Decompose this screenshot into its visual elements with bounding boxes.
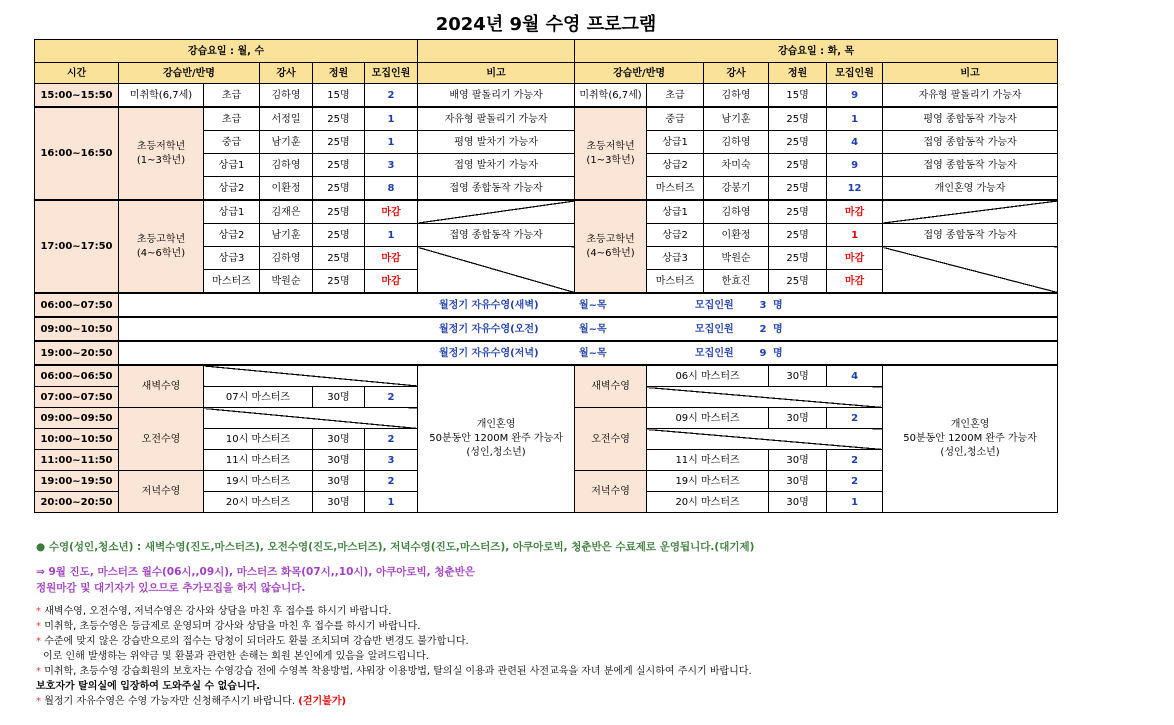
capacity: 30명	[313, 387, 365, 408]
time-cell: 20:00~20:50	[35, 492, 119, 513]
time-cell: 09:00~10:50	[35, 317, 119, 341]
col-header-class-r: 강습반/반명	[575, 63, 704, 84]
note-green: ● 수영(성인,청소년) : 새벽수영(진도,마스터즈), 오전수영(진도,마스터즈), 저녁수영(진도,마스터즈), 아쿠아로빅, 청춘반은 수료제로 운영됩니다.(대기제)	[36, 541, 755, 553]
recruit-count: 마감	[827, 247, 883, 270]
teacher: 이환정	[260, 177, 313, 201]
class-level: 상급2	[204, 224, 260, 247]
capacity: 25명	[769, 107, 827, 131]
adult-group: 저녁수영	[119, 471, 204, 513]
col-header-class: 강습반/반명	[119, 63, 260, 84]
class-group-grade: (4~6학년)	[136, 247, 186, 259]
col-header-teacher: 강사	[260, 63, 313, 84]
class-level: 상급3	[647, 247, 704, 270]
free-swim-days: 월~목	[579, 299, 607, 311]
capacity: 30명	[769, 408, 827, 429]
note: 개인혼영 가능자	[883, 177, 1058, 201]
note-text: 월정기 자유수영은 수영 가능자만 신청해주시기 바랍니다.	[44, 696, 296, 707]
empty-slot	[647, 429, 883, 450]
note-bold: 보호자가 탈의실에 입장하여 도와주실 수 없습니다.	[36, 681, 261, 692]
recruit-count: 1	[365, 224, 418, 247]
class-level: 초급	[204, 107, 260, 131]
teacher: 김재은	[260, 200, 313, 224]
capacity: 25명	[769, 200, 827, 224]
teacher: 남기훈	[260, 131, 313, 154]
note-star: *	[36, 636, 41, 647]
recruit-count: 1	[365, 131, 418, 154]
recruit-count: 12	[827, 177, 883, 201]
class-level: 상급2	[647, 224, 704, 247]
capacity: 25명	[769, 224, 827, 247]
class-level: 상급2	[647, 154, 704, 177]
free-swim-name: 월정기 자유수영(저녁)	[439, 347, 539, 359]
recruit-count: 3	[365, 450, 418, 471]
note-text: 새벽수영, 오전수영, 저녁수영은 강사와 상담을 마친 후 접수를 하시기 바랍니다.	[44, 606, 392, 617]
schedule-table	[34, 39, 1058, 513]
col-header-time: 시간	[35, 63, 119, 84]
teacher: 김하영	[260, 154, 313, 177]
class-level: 중급	[204, 131, 260, 154]
capacity: 25명	[769, 247, 827, 270]
capacity: 25명	[769, 270, 827, 294]
recruit-count: 3	[365, 154, 418, 177]
capacity: 25명	[769, 131, 827, 154]
adult-group: 새벽수영	[119, 365, 204, 408]
adult-class: 06시 마스터즈	[647, 365, 769, 387]
note-star: *	[36, 696, 41, 707]
free-swim-recruit: 3	[759, 299, 767, 311]
recruit-count: 마감	[827, 270, 883, 294]
col-header-capacity-r: 정원	[769, 63, 827, 84]
recruit-count: 2	[365, 429, 418, 450]
empty-slot	[647, 387, 883, 408]
day-header-tue-thu: 강습요일 : 화, 목	[575, 40, 1058, 63]
free-swim-row	[119, 341, 1058, 365]
recruit-count: 마감	[365, 247, 418, 270]
empty-note	[418, 200, 575, 224]
note: 접영 종합동작 가능자	[883, 131, 1058, 154]
adult-note	[883, 365, 1058, 513]
time-cell: 07:00~07:50	[35, 387, 119, 408]
adult-class: 07시 마스터즈	[204, 387, 313, 408]
capacity: 30명	[313, 429, 365, 450]
class-group: 미취학(6,7세)	[575, 84, 647, 108]
time-cell: 06:00~07:50	[35, 293, 119, 317]
time-cell: 10:00~10:50	[35, 429, 119, 450]
note-text: 미취학, 초등수영 강습회원의 보호자는 수영강습 전에 수영복 착용방법, 샤워장 이용방법, 탈의실 이용과 관련된 사전교육을 자녀 분에게 실시하여 주시기 바랍니다.	[44, 666, 752, 677]
teacher: 차미숙	[704, 154, 769, 177]
adult-note-l2: 50분동안 1200M 완주 가능자	[429, 433, 563, 444]
class-level: 상급1	[204, 200, 260, 224]
col-header-capacity: 정원	[313, 63, 365, 84]
class-group-grade: (4~6학년)	[586, 247, 635, 259]
recruit-count: 9	[827, 84, 883, 108]
note: 자유형 팔돌리기 가능자	[418, 107, 575, 131]
recruit-count: 9	[827, 154, 883, 177]
adult-group: 새벽수영	[575, 365, 647, 408]
capacity: 15명	[769, 84, 827, 108]
free-swim-unit: 명	[773, 347, 783, 359]
adult-class: 09시 마스터즈	[647, 408, 769, 429]
adult-class: 20시 마스터즈	[647, 492, 769, 513]
note-star: *	[36, 621, 41, 632]
recruit-count: 4	[827, 365, 883, 387]
col-header-note-r: 비고	[883, 63, 1058, 84]
class-group-name: 초등고학년	[586, 233, 635, 245]
class-level: 상급1	[647, 131, 704, 154]
adult-group: 오전수영	[575, 408, 647, 471]
class-group: 미취학(6,7세)	[119, 84, 204, 108]
class-group	[119, 107, 204, 200]
teacher: 이환정	[704, 224, 769, 247]
adult-note-l1: 개인혼영	[476, 419, 516, 430]
class-level: 초급	[647, 84, 704, 108]
capacity: 30명	[769, 365, 827, 387]
capacity: 25명	[313, 107, 365, 131]
notes-section	[36, 540, 1136, 709]
empty-note	[883, 200, 1058, 224]
class-level: 마스터즈	[204, 270, 260, 294]
class-level: 상급2	[204, 177, 260, 201]
recruit-count: 2	[365, 471, 418, 492]
adult-class: 19시 마스터즈	[647, 471, 769, 492]
col-header-recruit: 모집인원	[365, 63, 418, 84]
free-swim-name: 월정기 자유수영(오전)	[439, 323, 539, 335]
capacity: 30명	[769, 450, 827, 471]
time-cell: 09:00~09:50	[35, 408, 119, 429]
capacity: 25명	[313, 131, 365, 154]
col-header-note: 비고	[418, 63, 575, 84]
capacity: 25명	[313, 247, 365, 270]
teacher: 한효진	[704, 270, 769, 294]
recruit-count: 2	[365, 84, 418, 108]
note-item	[36, 604, 1136, 619]
time-cell: 16:00~16:50	[35, 107, 119, 200]
free-swim-recruit-label: 모집인원	[695, 347, 734, 359]
capacity: 30명	[769, 471, 827, 492]
teacher: 강봉기	[704, 177, 769, 201]
recruit-count: 2	[827, 471, 883, 492]
time-cell: 06:00~06:50	[35, 365, 119, 387]
time-cell: 15:00~15:50	[35, 84, 119, 108]
free-swim-recruit: 9	[759, 347, 767, 359]
adult-class: 11시 마스터즈	[204, 450, 313, 471]
note: 평영 종합동작 가능자	[883, 107, 1058, 131]
class-group-grade: (1~3학년)	[136, 154, 186, 166]
class-group	[575, 107, 647, 200]
note-red: (걷기불가)	[298, 696, 347, 707]
note: 자유형 팔돌리기 가능자	[883, 84, 1058, 108]
time-cell: 17:00~17:50	[35, 200, 119, 293]
class-level: 중급	[647, 107, 704, 131]
time-cell: 19:00~20:50	[35, 341, 119, 365]
note: 접영 발차기 가능자	[418, 154, 575, 177]
class-level: 상급1	[647, 200, 704, 224]
capacity: 25명	[313, 200, 365, 224]
class-level: 상급1	[204, 154, 260, 177]
teacher: 박원순	[704, 247, 769, 270]
capacity: 15명	[313, 84, 365, 108]
class-group-name: 초등저학년	[586, 140, 635, 152]
note-text: 이로 인해 발생하는 위약금 및 환불과 관련한 손해는 회원 본인에게 있음을 알려드립니다.	[43, 651, 429, 662]
time-cell: 19:00~19:50	[35, 471, 119, 492]
recruit-count: 마감	[365, 200, 418, 224]
capacity: 30명	[313, 450, 365, 471]
adult-class: 20시 마스터즈	[204, 492, 313, 513]
empty-note	[418, 247, 575, 294]
class-level: 마스터즈	[647, 177, 704, 201]
capacity: 30명	[313, 471, 365, 492]
teacher: 박원순	[260, 270, 313, 294]
teacher: 서정일	[260, 107, 313, 131]
adult-group: 오전수영	[119, 408, 204, 471]
col-header-teacher-r: 강사	[704, 63, 769, 84]
recruit-count: 2	[827, 450, 883, 471]
free-swim-days: 월~목	[579, 347, 607, 359]
adult-note-l3: (성인,청소년)	[940, 447, 1000, 458]
recruit-count: 1	[827, 492, 883, 513]
adult-class: 11시 마스터즈	[647, 450, 769, 471]
adult-group: 저녁수영	[575, 471, 647, 513]
capacity: 25명	[313, 154, 365, 177]
recruit-count: 1	[365, 492, 418, 513]
capacity: 25명	[313, 270, 365, 294]
adult-note-l2: 50분동안 1200M 완주 가능자	[903, 433, 1037, 444]
teacher: 남기훈	[704, 107, 769, 131]
free-swim-recruit: 2	[759, 323, 767, 335]
capacity: 25명	[313, 224, 365, 247]
free-swim-recruit-label: 모집인원	[695, 323, 734, 335]
teacher: 김하영	[704, 131, 769, 154]
class-group-grade: (1~3학년)	[586, 154, 635, 166]
free-swim-unit: 명	[773, 323, 783, 335]
recruit-count: 1	[365, 107, 418, 131]
teacher: 김하영	[704, 200, 769, 224]
recruit-count: 마감	[827, 200, 883, 224]
recruit-count: 1	[827, 224, 883, 247]
empty-slot	[204, 365, 418, 387]
free-swim-name: 월정기 자유수영(새벽)	[439, 299, 539, 311]
note-text: 수준에 맞지 않은 강습반으로의 접수는 당청이 되더라도 환불 조치되며 강습반 변경도 불가합니다.	[44, 636, 469, 647]
recruit-count: 마감	[365, 270, 418, 294]
capacity: 25명	[769, 154, 827, 177]
teacher: 남기훈	[260, 224, 313, 247]
note-item	[36, 649, 1136, 664]
note-purple-1: ⇒ 9월 진도, 마스터즈 월수(06시,,09시), 마스터즈 화목(07시,,10시), 아쿠아로빅, 청춘반은	[36, 566, 475, 578]
note-item	[36, 634, 1136, 649]
adult-class: 10시 마스터즈	[204, 429, 313, 450]
class-level: 마스터즈	[647, 270, 704, 294]
free-swim-unit: 명	[773, 299, 783, 311]
recruit-count: 2	[827, 408, 883, 429]
teacher: 김하영	[704, 84, 769, 108]
class-level: 초급	[204, 84, 260, 108]
adult-class: 19시 마스터즈	[204, 471, 313, 492]
note-item	[36, 619, 1136, 634]
note-purple-2: 정원마감 및 대기자가 있으므로 추가모집을 하지 않습니다.	[36, 582, 306, 594]
note: 접영 종합동작 가능자	[883, 224, 1058, 247]
teacher: 김하영	[260, 247, 313, 270]
page-title: 2024년 9월 수영 프로그램	[435, 14, 657, 35]
capacity: 25명	[769, 177, 827, 201]
class-group-name: 초등고학년	[136, 233, 186, 245]
note-star: *	[36, 666, 41, 677]
note-item	[36, 694, 1136, 709]
free-swim-days: 월~목	[579, 323, 607, 335]
note: 접영 종합동작 가능자	[418, 177, 575, 201]
class-group-name: 초등저학년	[136, 140, 186, 152]
free-swim-row	[119, 317, 1058, 341]
note-star: *	[36, 606, 41, 617]
note-text: 미취학, 초등수영은 등급제로 운영되며 강사와 상담을 마친 후 접수를 하시기 바랍니다.	[44, 621, 421, 632]
empty-slot	[204, 408, 418, 429]
recruit-count: 1	[827, 107, 883, 131]
capacity: 30명	[769, 492, 827, 513]
adult-note-l3: (성인,청소년)	[466, 447, 526, 458]
note: 접영 종합동작 가능자	[883, 154, 1058, 177]
capacity: 25명	[313, 177, 365, 201]
free-swim-recruit-label: 모집인원	[695, 299, 734, 311]
recruit-count: 8	[365, 177, 418, 201]
adult-note	[418, 365, 575, 513]
note-item	[36, 664, 1136, 679]
note: 평영 발차기 가능자	[418, 131, 575, 154]
class-level: 상급3	[204, 247, 260, 270]
recruit-count: 2	[365, 387, 418, 408]
note: 배영 팔돌리기 가능자	[418, 84, 575, 108]
free-swim-row	[119, 293, 1058, 317]
adult-note-l1: 개인혼영	[950, 419, 990, 430]
day-header-mon-wed: 강습요일 : 월, 수	[35, 40, 418, 63]
class-group	[575, 200, 647, 293]
note: 접영 종합동작 가능자	[418, 224, 575, 247]
teacher: 김하영	[260, 84, 313, 108]
class-group	[119, 200, 204, 293]
capacity: 30명	[313, 492, 365, 513]
col-header-recruit-r: 모집인원	[827, 63, 883, 84]
time-cell: 11:00~11:50	[35, 450, 119, 471]
recruit-count: 4	[827, 131, 883, 154]
empty-note	[883, 247, 1058, 294]
